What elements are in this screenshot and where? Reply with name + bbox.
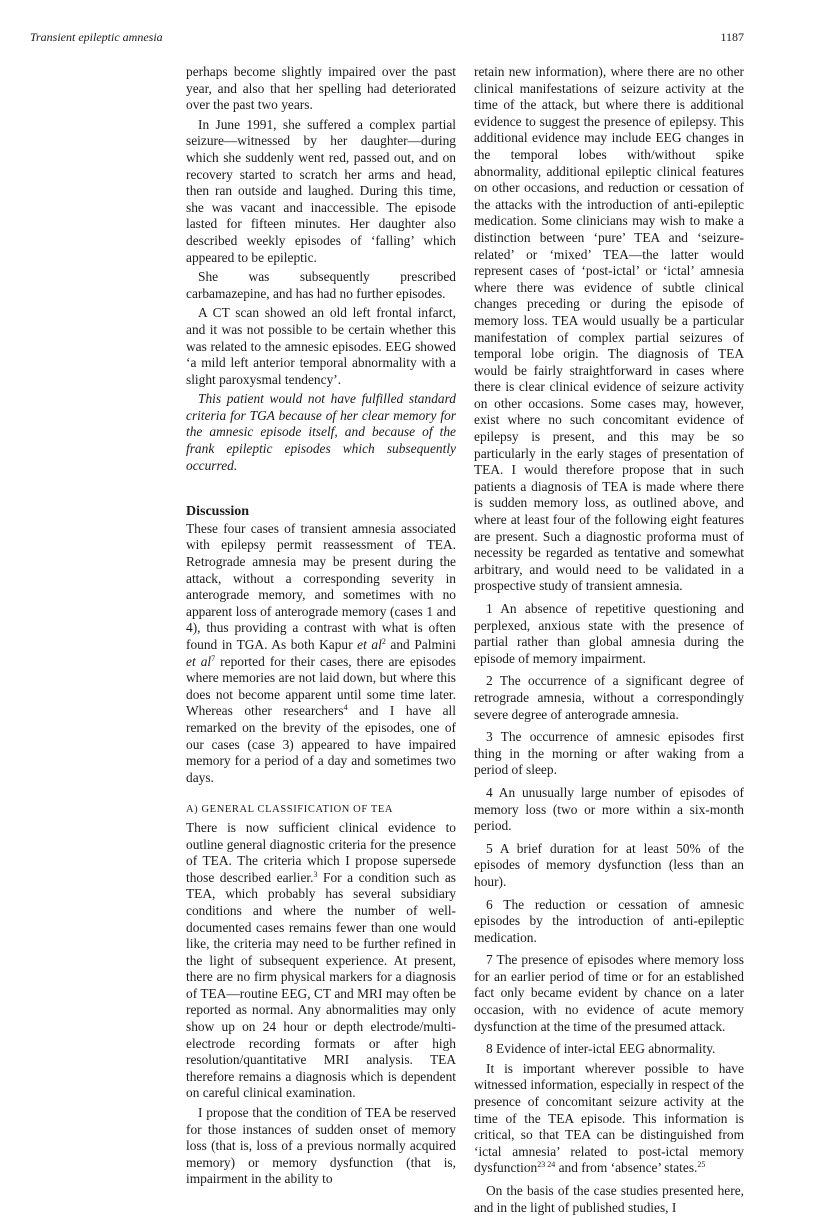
paragraph: perhaps become slightly impaired over the past year, and also that her spelling had deteriorated over the past two years. (186, 64, 456, 113)
discussion-paragraph: These four cases of transient amnesia associated with epilepsy permit reassessment of TEA. Retrograde amnesia may be present during the attack, without a corresponding severity in anterograde memory, and sometimes with no apparent loss of anterograde memory (cases 1 and 4), thus providing a contrast with what is often found in TGA. As both Kapur et $al^2$ and Palmini et $al^7$ reported for their cases, there are episodes where memories are not laid down, but where this does not become apparent until some time later. Whereas other researchers$^4$ and I have all remarked on the brevity of the episodes, one of our cases (case 3) appeared to have impaired memory for a period of a day and sometimes two days. (186, 520, 456, 785)
criterion-item: 8 Evidence of inter-ictal EEG abnormality. (486, 1041, 716, 1057)
citation: 23 24 (537, 1160, 556, 1170)
discussion-heading: Discussion (186, 504, 250, 520)
paragraph: There is now sufficient clinical evidence to outline general diagnostic criteria for the presence of TEA. The criteria which I propose supersede those described earlier.$^3$ For a condition such as TEA, which probably has several subsidiary conditions and where the number of well-documented cases remains fewer than one would like, the criteria may need to be further refined in the light of subsequent experience. At present, there are no firm physical markers for a diagnosis of TEA—routine EEG, CT and MRI may often be reported as normal. Any abnormalities may only show up on 24 hour or depth electrode/multi-electrode recording formats or after high resolution/quantitative MRI analysis. TEA therefore remains a diagnosis which is dependent on careful clinical examination. (186, 819, 456, 1101)
citation: 2 (381, 637, 386, 646)
criterion-item: 4 An unusually large number of episodes of memory loss (two or more within a six-month period. (474, 784, 744, 834)
citation: 4 (343, 703, 348, 713)
paragraph: It is important wherever possible to have witnessed information, especially in respect of the presence of concomitant seizure activity at the time of the TEA episode. This information is critical, so that TEA can be distinguished from ‘ictal amnesia’ related to post-ictal memory dysfunction$^{23 24}$ and from ‘absence’ states.$^{25}$ (474, 1060, 744, 1176)
paragraph: In June 1991, she suffered a complex partial seizure—witnessed by her daughter—during which she suddenly went red, passed out, and on recovery started to scratch her arms and head, then ran outside and laughed. During this time, she was vacant and inaccessible. The episode lasted for fifteen minutes. Her daughter also described weekly episodes of ‘falling’ which appeared to be epileptic. (186, 116, 456, 265)
right-column (474, 64, 744, 1216)
criterion-item: 3 The occurrence of amnesic episodes first thing in the morning or after waking from a period of sleep. (474, 729, 744, 778)
paragraph: retain new information), where there are no other clinical manifestations of seizure activity at the time of the attack, but where there is additional evidence to suggest the presence of epilepsy. This additional evidence may include EEG changes in the temporal lobes with/without spike abnormality, additional epileptic clinical features on other occasions, and reduction or cessation of the attacks with the introduction of anti-epileptic medication. Some clinicians may wish to make a distinction between ‘pure’ TEA and ‘seizure-related’ or ‘mixed’ TEA—the latter would represent cases of ‘post-ictal’ or ‘ictal’ amnesia where there was evidence of subtle clinical changes preceding or during the episode of memory loss. TEA would usually be a particular manifestation of complex partial seizures of temporal lobe origin. The diagnosis of TEA would be fairly straightforward in cases where there is clear clinical evidence of seizure activity on other occasions. Some cases may, however, exist where no such concomitant evidence of epilepsy is present, and this may be so particularly in the early stages of presentation of TEA. I would therefore propose that in such patients a diagnosis of TEA is made where there is sudden memory loss, as outlined above, and where at least four of the following eight features are present. Such a diagnostic proforma must of necessity be regarded as tentative and somewhat arbitrary, and would need to be validated in a prospective study of transient amnesia. (474, 64, 744, 594)
subsection-heading: A) GENERAL CLASSIFICATION OF TEA (186, 804, 394, 816)
criterion-item: 2 The occurrence of a significant degree of retrograde amnesia, without a correspondingly severe degree of anterograde amnesia. (474, 673, 744, 722)
criterion-item: 1 An absence of repetitive questioning and perplexed, anxious state with the presence of partial rather than global amnesia during the episode of memory impairment. (474, 601, 744, 666)
citation: 7 (211, 653, 216, 663)
running-title: Transient epileptic amnesia (30, 30, 163, 44)
citation: 3 (313, 869, 318, 879)
paragraph: A CT scan showed an old left frontal infarct, and it was not possible to be certain whether this was related to the amnesic episodes. EEG showed ‘a mild left anterior temporal abnormality with a slight paroxysmal tendency’. (186, 305, 456, 387)
left-column (186, 64, 456, 1188)
criterion-item: 5 A brief duration for at least 50% of the episodes of memory dysfunction (less than an hour). (474, 840, 744, 889)
page-number: 1187 (720, 30, 744, 44)
criterion-item: 7 The presence of episodes where memory loss for an earlier period of time or for an established fact only became evident by chance on a later occasion, with no evidence of acute memory dysfunction at the time of the presumed attack. (474, 952, 744, 1034)
criterion-item: 6 The reduction or cessation of amnesic episodes by the introduction of anti-epileptic medication. (474, 896, 744, 945)
running-head (30, 30, 744, 50)
paragraph-italic-summary: This patient would not have fulfilled standard criteria for TGA because of her clear memory for the amnesic episode itself, and because of the frank epileptic episodes which subsequently occurred. (186, 391, 456, 473)
citation: 25 (697, 1160, 706, 1170)
paragraph: I propose that the condition of TEA be reserved for those instances of sudden onset of memory loss (that is, loss of a previous normally acquired memory) or memory dysfunction (that is, impairment in the ability to (186, 1105, 456, 1187)
paragraph: On the basis of the case studies presented here, and in the light of published studies, I (474, 1183, 744, 1215)
paragraph: She was subsequently prescribed carbamazepine, and has had no further episodes. (186, 269, 456, 301)
